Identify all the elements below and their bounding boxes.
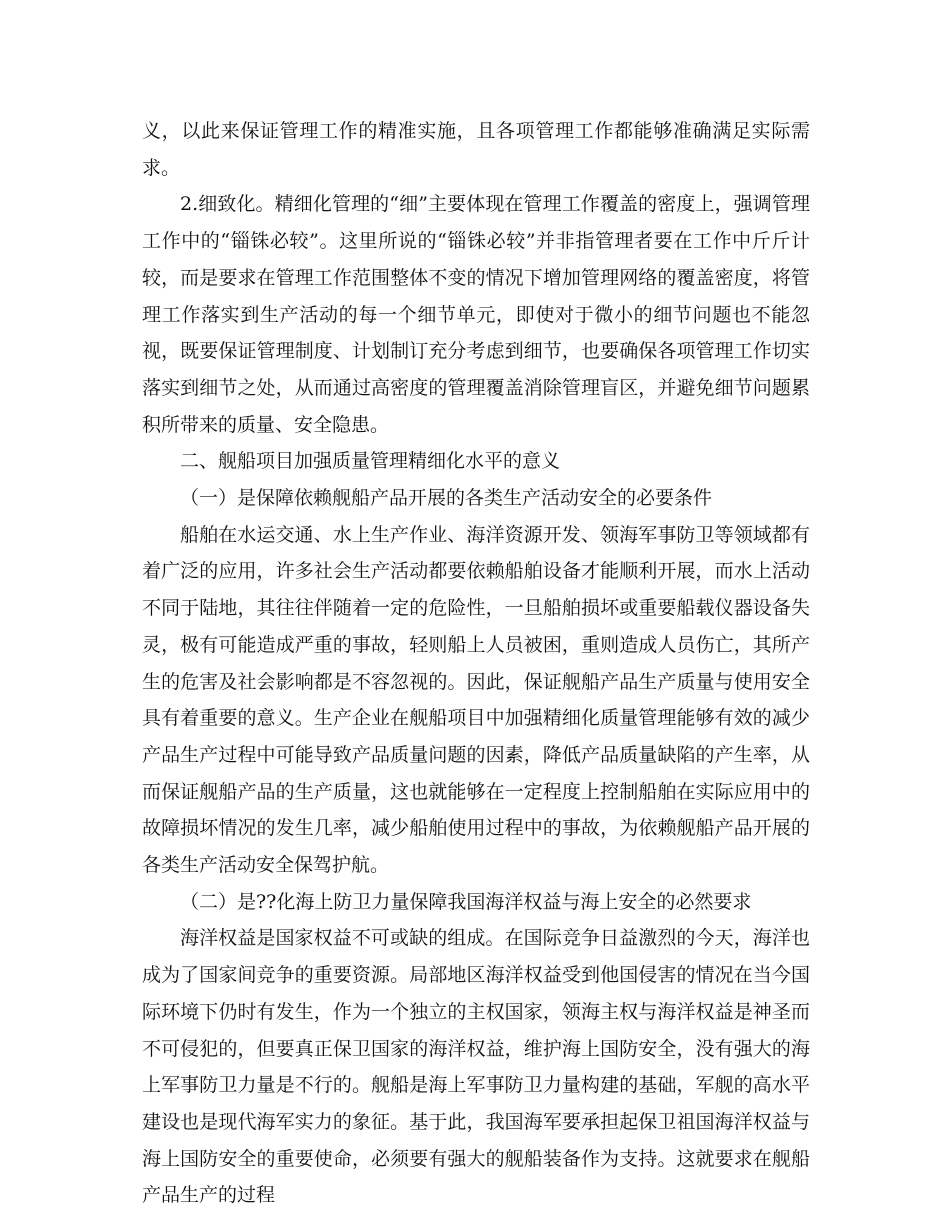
paragraph: 船舶在水运交通、水上生产作业、海洋资源开发、领海军事防卫等领域都有着广泛的应用，许多社会生产活动都要依赖船舶设备才能顺利开展，而水上活动不同于陆地，其往往伴随着一定的危险性，一旦船舶损坏或重要船载仪器设备失灵，极有可能造成严重的事故，轻则船上人员被困，重则造成人员伤亡，其所产生的危害及社会影响都是不容忽视的。因此，保证舰船产品生产质量与使用安全具有着重要的意义。生产企业在舰船项目中加强精细化质量管理能够有效的减少产品生产过程中可能导致产品质量问题的因素，降低产品质量缺陷的产生率，从而保证舰船产品的生产质量，这也就能够在一定程度上控制船舶在实际应用中的故障损坏情况的发生几率，减少船舶使用过程中的事故，为依赖舰船产品开展的各类生产活动安全保驾护航。: [142, 523, 810, 877]
subsection-heading: （二）是??化海上防卫力量保障我国海洋权益与海上安全的必然要求: [180, 890, 752, 913]
section-heading: 二、舰船项目加强质量管理精细化水平的意义: [180, 450, 561, 473]
paragraph: 海洋权益是国家权益不可或缺的组成。在国际竞争日益激烈的今天，海洋也成为了国家间竞争的重要资源。局部地区海洋权益受到他国侵害的情况在当今国际环境下仍时有发生，作为一个独立的主权国家，领海主权与海洋权益是神圣而不可侵犯的，但要真正保卫国家的海洋权益，维护海上国防安全，没有强大的海上军事防卫力量是不行的。舰船是海上军事防卫力量构建的基础，军舰的高水平建设也是现代海军实力的象征。基于此，我国海军要承担起保卫祖国海洋权益与海上国防安全的重要使命，必须要有强大的舰船装备作为支持。这就要求在舰船产品生产的过程: [142, 927, 810, 1207]
document-body: [142, 113, 810, 1214]
subsection-heading: （一）是保障依赖舰船产品开展的各类生产活动安全的必要条件: [180, 487, 713, 510]
paragraph: 义，以此来保证管理工作的精准实施，且各项管理工作都能够准确满足实际需求。: [142, 120, 810, 179]
paragraph: 2.细致化。精细化管理的“细”主要体现在管理工作覆盖的密度上，强调管理工作中的“锱铢必较”。这里所说的“锱铢必较”并非指管理者要在工作中斤斤计较，而是要求在管理工作范围整体不变的情况下增加管理网络的覆盖密度，将管理工作落实到生产活动的每一个细节单元，即使对于微小的细节问题也不能忽视，既要保证管理制度、计划制订充分考虑到细节，也要确保各项管理工作切实落实到细节之处，从而通过高密度的管理覆盖消除管理盲区，并避免细节问题累积所带来的质量、安全隐患。: [142, 193, 810, 436]
